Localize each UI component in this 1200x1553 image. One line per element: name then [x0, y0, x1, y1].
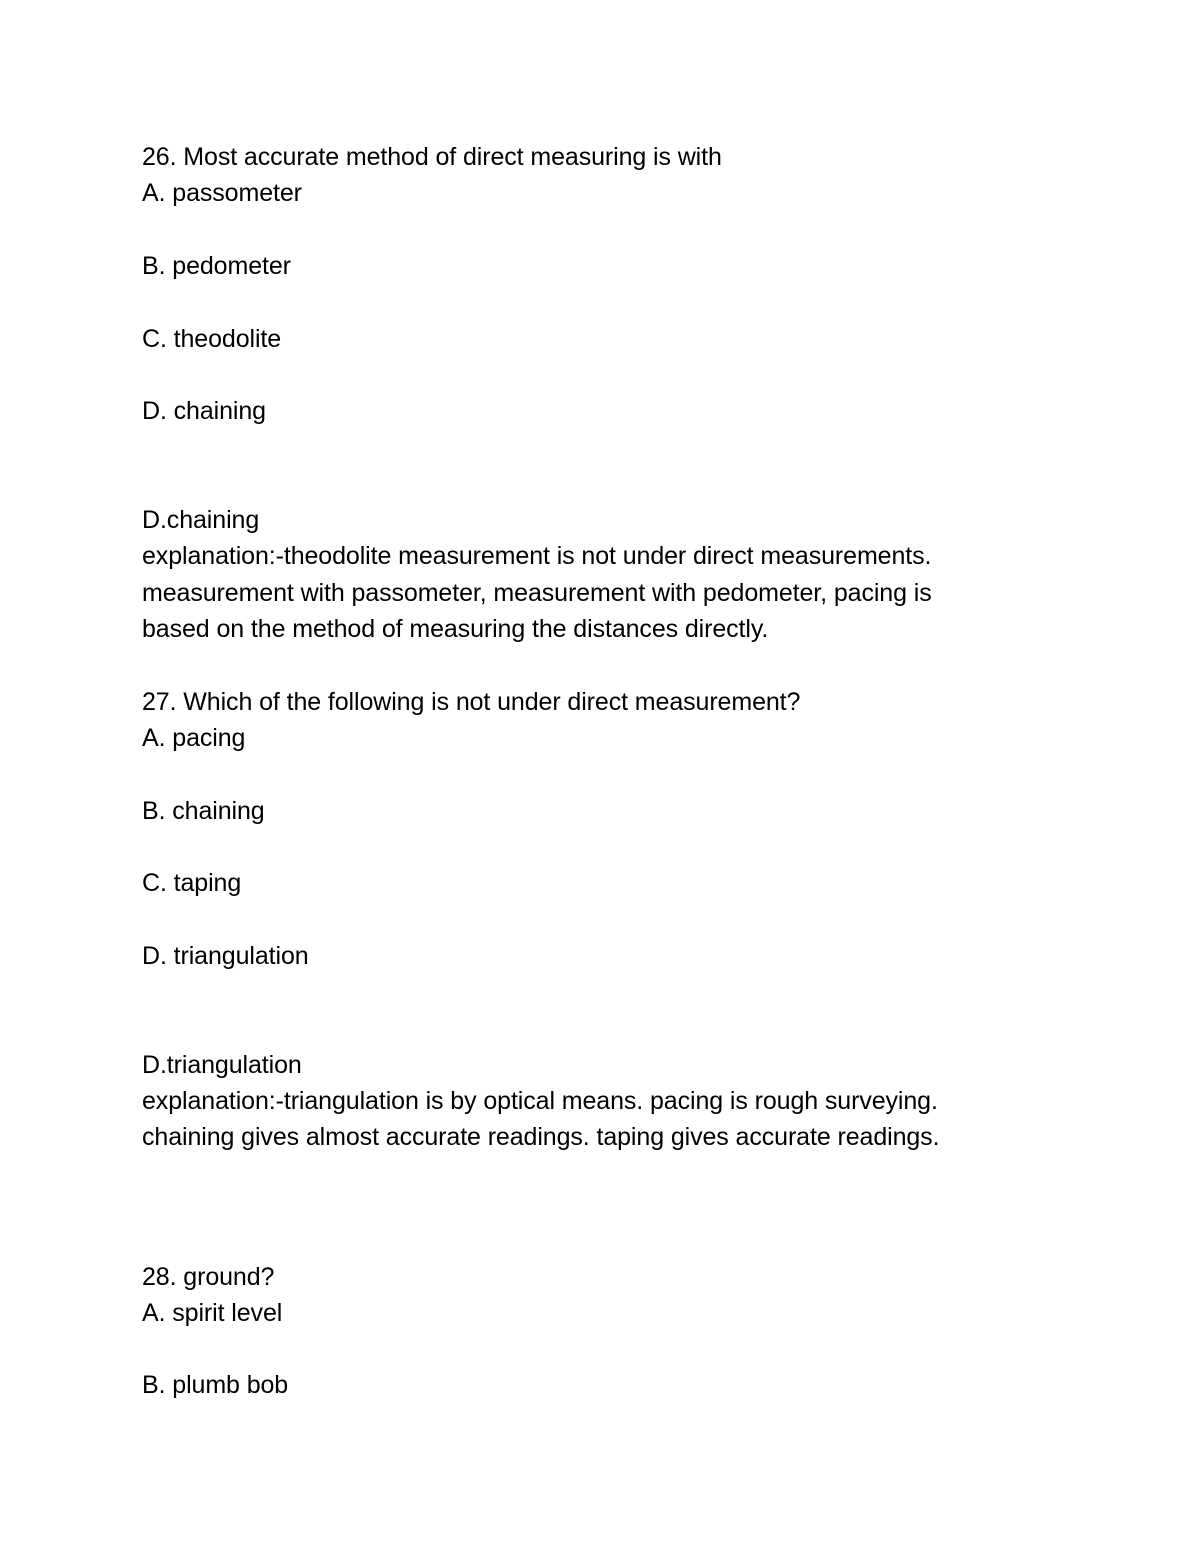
question-26-explanation-line-3: based on the method of measuring the distances directly. [142, 615, 769, 643]
question-26-option-a: A. passometer [142, 179, 302, 207]
question-27-option-d: D. triangulation [142, 942, 309, 970]
question-26-answer: D.chaining [142, 506, 260, 534]
question-28-option-b: B. plumb bob [142, 1371, 289, 1399]
question-26-text: 26. Most accurate method of direct measuring is with [142, 143, 722, 171]
question-26-option-c: C. theodolite [142, 325, 282, 353]
question-27-answer: D.triangulation [142, 1051, 302, 1079]
question-27-option-c: C. taping [142, 869, 242, 897]
question-27-option-a: A. pacing [142, 724, 246, 752]
question-27-option-b: B. chaining [142, 797, 265, 825]
question-26-explanation-line-1: explanation:-theodolite measurement is not under direct measurements. [142, 542, 932, 570]
question-26-explanation-line-2: measurement with passometer, measurement with pedometer, pacing is [142, 579, 932, 607]
question-26-option-d: D. chaining [142, 397, 266, 425]
question-27-explanation-line-2: chaining gives almost accurate readings. taping gives accurate readings. [142, 1123, 940, 1151]
question-28-option-a: A. spirit level [142, 1299, 283, 1327]
question-27-explanation-line-1: explanation:-triangulation is by optical means. pacing is rough surveying. [142, 1087, 938, 1115]
question-26-option-b: B. pedometer [142, 252, 291, 280]
question-27-text: 27. Which of the following is not under direct measurement? [142, 688, 801, 716]
question-28-text: 28. ground? [142, 1263, 275, 1291]
